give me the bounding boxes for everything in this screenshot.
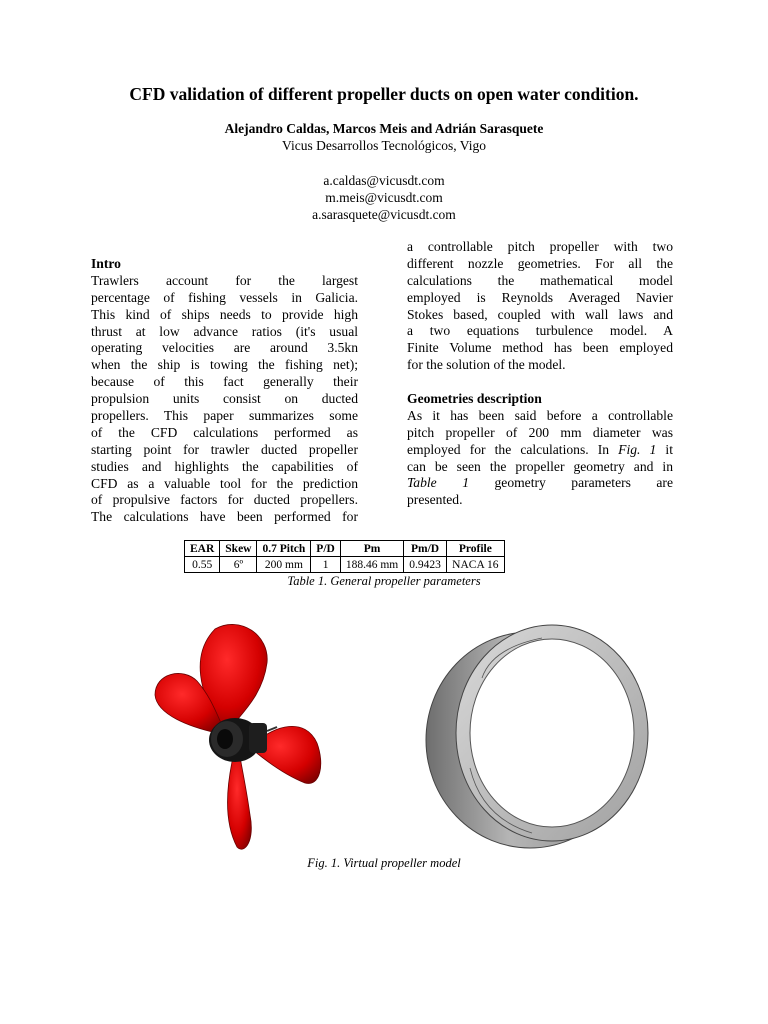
table-header-row (185, 541, 505, 557)
table-cell: 0.55 (185, 557, 220, 573)
body-line: a controllable pitch propeller with two (407, 239, 673, 254)
body-line: of the CFD calculations performed as (91, 424, 358, 440)
body-line: pitch propeller of 200 mm diameter was (407, 424, 673, 440)
body-line: Trawlers account for the largest (91, 272, 358, 288)
table-header-cell: Pm (340, 541, 403, 557)
body-line: Stokes based, coupled with wall laws and (407, 306, 673, 322)
body-line: when the ship is towing the fishing net); (91, 357, 358, 373)
body-line: thrust at low advance ratios (it's usual (91, 323, 358, 339)
table-header-cell: Skew (220, 541, 257, 557)
body-line: because of this fact generally their (91, 374, 358, 390)
table-header-cell: EAR (185, 541, 220, 557)
body-line: As it has been said before a controllable (407, 407, 673, 423)
table-cell: 200 mm (257, 557, 311, 573)
body-text: employed for the calculations. In (407, 441, 610, 457)
body-line: can be seen the propeller geometry and in (407, 458, 673, 474)
body-line: calculations the mathematical model (407, 272, 673, 288)
body-line (407, 475, 673, 492)
body-line: This kind of ships needs to provide high (91, 306, 358, 322)
nozzle-image (422, 618, 652, 851)
body-line: studies and highlights the capabilities of (91, 458, 358, 474)
body-line: The calculations have been performed for (91, 509, 358, 525)
table-row (185, 557, 505, 573)
figure-reference: Fig. 1 (618, 441, 657, 457)
table-cell: 6º (220, 557, 257, 573)
figure-caption: Fig. 1. Virtual propeller model (307, 856, 461, 870)
table-cell: 0.9423 (404, 557, 447, 573)
author-list: Alejandro Caldas, Marcos Meis and Adrián Sarasquete (224, 121, 544, 136)
body-line (407, 442, 673, 459)
parameters-table (184, 540, 505, 573)
body-text: it (665, 441, 673, 457)
table-header-cell: P/D (311, 541, 341, 557)
affiliation: Vicus Desarrollos Tecnológicos, Vigo (282, 138, 486, 153)
body-line: presented. (407, 492, 463, 508)
body-line: CFD as a valuable tool for the prediction (91, 475, 358, 491)
body-line: of propulsive factors for ducted propellers. (91, 492, 358, 508)
table-header-cell: Profile (446, 541, 504, 557)
body-line: Finite Volume method has been employed (407, 340, 673, 356)
body-line: employed is Reynolds Averaged Navier (407, 289, 673, 305)
table-cell: 188.46 mm (340, 557, 403, 573)
table-header-cell: Pm/D (404, 541, 447, 557)
left-column (91, 256, 358, 526)
right-column (407, 239, 673, 509)
section-heading-intro: Intro (91, 256, 121, 271)
table-header-cell: 0.7 Pitch (257, 541, 311, 557)
body-line: operating velocities are around 3.5kn (91, 340, 358, 356)
table-cell: NACA 16 (446, 557, 504, 573)
body-line: propellers. This paper summarizes some (91, 408, 358, 424)
body-line: starting point for trawler ducted propeller (91, 441, 358, 457)
email-address[interactable]: a.caldas@vicusdt.com (323, 173, 445, 188)
email-list (0, 172, 768, 223)
body-line: propulsion units consist on ducted (91, 391, 358, 407)
paper-title: CFD validation of different propeller ducts on open water condition. (129, 84, 639, 104)
body-line: different nozzle geometries. For all the (407, 255, 673, 271)
table-caption: Table 1. General propeller parameters (287, 574, 481, 588)
table-reference: Table 1 (407, 475, 469, 491)
section-heading-geometries: Geometries description (407, 391, 542, 407)
body-text: geometry parameters are (494, 475, 673, 491)
table-cell: 1 (311, 557, 341, 573)
body-line: percentage of fishing vessels in Galicia. (91, 289, 358, 305)
body-line: for the solution of the model. (407, 357, 566, 373)
propeller-image (145, 615, 370, 853)
email-address[interactable]: m.meis@vicusdt.com (325, 190, 443, 205)
email-address[interactable]: a.sarasquete@vicusdt.com (312, 207, 456, 222)
body-line: a two equations turbulence model. A (407, 323, 673, 339)
